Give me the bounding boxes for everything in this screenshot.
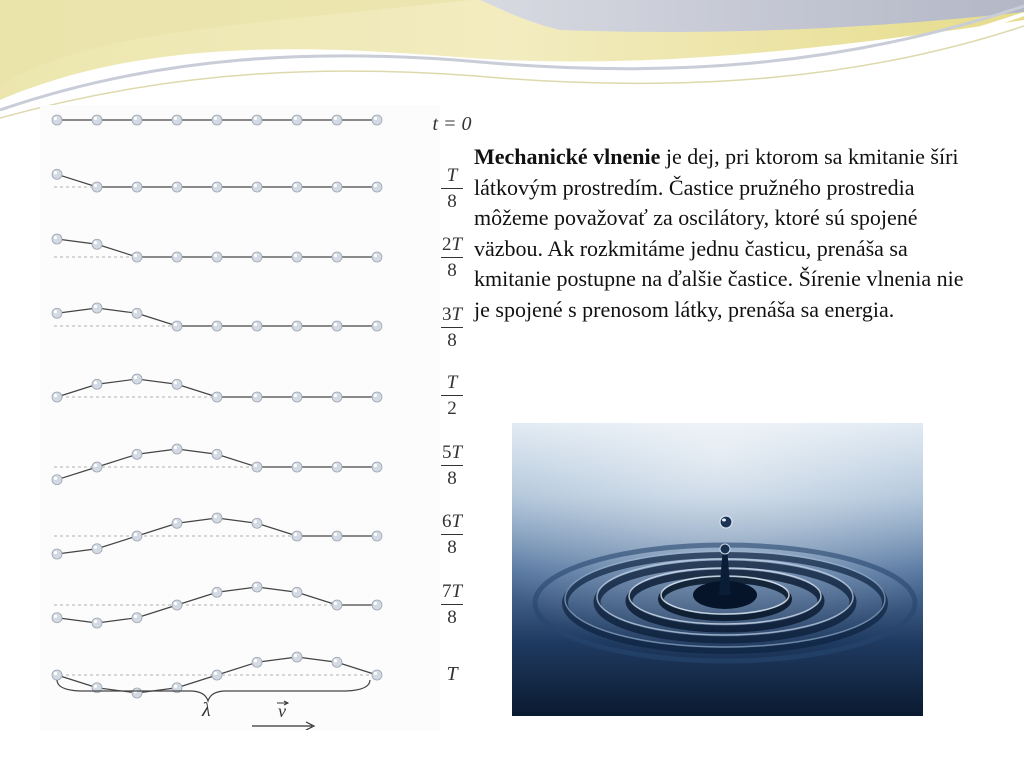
- particle: [372, 670, 382, 680]
- description-text: [474, 142, 964, 325]
- particle-highlight: [334, 533, 337, 536]
- particle: [52, 613, 62, 623]
- particle-highlight: [294, 184, 297, 187]
- particle-highlight: [94, 546, 97, 549]
- particle-highlight: [54, 171, 57, 174]
- particle-highlight: [254, 184, 257, 187]
- particle-highlight: [294, 589, 297, 592]
- particle: [132, 252, 142, 262]
- particle-highlight: [334, 394, 337, 397]
- particle: [212, 321, 222, 331]
- particle-highlight: [174, 381, 177, 384]
- particle-highlight: [134, 254, 137, 257]
- particle-highlight: [174, 685, 177, 688]
- particle: [132, 613, 142, 623]
- particle: [212, 115, 222, 125]
- particle: [212, 252, 222, 262]
- particle: [172, 379, 182, 389]
- particle-highlight: [334, 117, 337, 120]
- particle-highlight: [294, 464, 297, 467]
- particle-highlight: [134, 184, 137, 187]
- particle-highlight: [54, 615, 57, 618]
- particle-highlight: [94, 620, 97, 623]
- wave-frames-svg: [40, 105, 400, 730]
- particle: [132, 449, 142, 459]
- particle-highlight: [134, 310, 137, 313]
- particle: [92, 239, 102, 249]
- particle: [332, 462, 342, 472]
- particle: [172, 252, 182, 262]
- particle: [252, 252, 262, 262]
- particle-highlight: [134, 451, 137, 454]
- particle: [92, 544, 102, 554]
- particle: [132, 688, 142, 698]
- particle: [52, 169, 62, 179]
- particle: [332, 392, 342, 402]
- particle-highlight: [334, 659, 337, 662]
- particle: [92, 303, 102, 313]
- particle-highlight: [54, 117, 57, 120]
- wave-propagation-diagram: [40, 105, 472, 730]
- particle-highlight: [174, 602, 177, 605]
- particle-highlight: [334, 323, 337, 326]
- particle: [372, 462, 382, 472]
- particle: [292, 462, 302, 472]
- particle: [132, 182, 142, 192]
- particle-highlight: [134, 376, 137, 379]
- particle: [292, 392, 302, 402]
- particle-highlight: [374, 672, 377, 675]
- particle-highlight: [54, 394, 57, 397]
- particle-highlight: [294, 533, 297, 536]
- particle-highlight: [334, 254, 337, 257]
- particle-highlight: [54, 477, 57, 480]
- particle: [252, 462, 262, 472]
- particle: [292, 652, 302, 662]
- particle-highlight: [134, 117, 137, 120]
- particle: [132, 374, 142, 384]
- particle: [332, 182, 342, 192]
- particle: [372, 392, 382, 402]
- time-label-0: t = 0: [432, 113, 472, 135]
- particle-highlight: [214, 117, 217, 120]
- particle-highlight: [94, 685, 97, 688]
- particle: [132, 308, 142, 318]
- particle-highlight: [94, 241, 97, 244]
- particle-highlight: [94, 184, 97, 187]
- particle-highlight: [54, 672, 57, 675]
- particle-highlight: [374, 254, 377, 257]
- particle: [52, 308, 62, 318]
- particle: [52, 475, 62, 485]
- particle: [52, 549, 62, 559]
- particle-highlight: [214, 589, 217, 592]
- particle-highlight: [294, 394, 297, 397]
- time-label-6: 6T 8: [441, 511, 463, 558]
- particle-highlight: [94, 464, 97, 467]
- particle: [212, 392, 222, 402]
- particle: [332, 600, 342, 610]
- particle: [252, 392, 262, 402]
- particle-highlight: [254, 520, 257, 523]
- particle-highlight: [254, 659, 257, 662]
- particle-highlight: [254, 323, 257, 326]
- particle: [172, 115, 182, 125]
- particle: [372, 115, 382, 125]
- particle: [172, 182, 182, 192]
- particle-highlight: [374, 394, 377, 397]
- particle: [92, 379, 102, 389]
- particle-highlight: [374, 117, 377, 120]
- particle-highlight: [94, 117, 97, 120]
- particle-highlight: [334, 602, 337, 605]
- term-bold: Mechanické vlnenie: [474, 144, 661, 169]
- particle-highlight: [294, 323, 297, 326]
- particle: [292, 182, 302, 192]
- time-label-8: T: [446, 663, 458, 685]
- particle: [52, 392, 62, 402]
- time-label-2: 2T 8: [441, 234, 463, 281]
- particle: [292, 252, 302, 262]
- particle-highlight: [54, 310, 57, 313]
- particle: [372, 531, 382, 541]
- time-label-7: 7T 8: [441, 581, 463, 628]
- particle-highlight: [214, 515, 217, 518]
- particle-highlight: [214, 184, 217, 187]
- particle-highlight: [214, 451, 217, 454]
- particle: [372, 182, 382, 192]
- particle-highlight: [174, 117, 177, 120]
- particle: [372, 600, 382, 610]
- description-body: je dej, pri ktorom sa kmitanie šíri látkovým prostredím. Častice pružného prostredia môžeme považovať za oscilátory, ktoré sú spojené väzbou. Ak rozkmitáme jednu časticu, prenáša sa kmitanie postupne na ďalšie častice. Šírenie vlnenia nie je spojené s prenosom látky, prenáša sa energia.: [474, 144, 964, 322]
- particle-highlight: [214, 323, 217, 326]
- particle: [332, 531, 342, 541]
- particle-highlight: [374, 464, 377, 467]
- particle-highlight: [134, 533, 137, 536]
- particle-highlight: [294, 254, 297, 257]
- particle-highlight: [254, 117, 257, 120]
- particle-highlight: [254, 394, 257, 397]
- particle-highlight: [134, 615, 137, 618]
- particle: [252, 321, 262, 331]
- particle: [212, 182, 222, 192]
- particle-highlight: [174, 323, 177, 326]
- particle-highlight: [374, 184, 377, 187]
- particle-highlight: [174, 254, 177, 257]
- particle: [132, 531, 142, 541]
- time-label-5: 5T 8: [441, 442, 463, 489]
- wavelength-brace: [57, 680, 370, 701]
- particle: [292, 587, 302, 597]
- particle: [252, 582, 262, 592]
- particle: [252, 115, 262, 125]
- particle-highlight: [254, 254, 257, 257]
- particle: [172, 600, 182, 610]
- particle-highlight: [94, 305, 97, 308]
- particle-highlight: [214, 254, 217, 257]
- particle-highlight: [294, 654, 297, 657]
- particle: [332, 252, 342, 262]
- particle-highlight: [94, 381, 97, 384]
- particle-highlight: [174, 520, 177, 523]
- particle-highlight: [174, 446, 177, 449]
- particle-highlight: [334, 184, 337, 187]
- particle: [332, 321, 342, 331]
- particle: [92, 182, 102, 192]
- particle: [252, 518, 262, 528]
- particle: [52, 115, 62, 125]
- particle: [172, 444, 182, 454]
- particle: [132, 115, 142, 125]
- particle: [332, 115, 342, 125]
- particle: [92, 115, 102, 125]
- time-label-3: 3T 8: [441, 304, 463, 351]
- particle: [92, 462, 102, 472]
- lambda-label: λ: [202, 699, 211, 721]
- particle-highlight: [294, 117, 297, 120]
- particle: [212, 449, 222, 459]
- particle: [292, 531, 302, 541]
- particle: [172, 518, 182, 528]
- time-label-4: T 2: [432, 372, 472, 420]
- particle: [172, 321, 182, 331]
- particle-highlight: [334, 464, 337, 467]
- velocity-label: v: [278, 701, 286, 721]
- particle-highlight: [214, 394, 217, 397]
- particle-highlight: [54, 551, 57, 554]
- particle: [212, 670, 222, 680]
- particle: [332, 657, 342, 667]
- particle: [92, 618, 102, 628]
- header-wave-decoration: [0, 0, 1024, 120]
- particle-highlight: [214, 672, 217, 675]
- particle: [212, 587, 222, 597]
- particle-highlight: [374, 323, 377, 326]
- particle-highlight: [254, 464, 257, 467]
- particle: [52, 670, 62, 680]
- particle: [252, 657, 262, 667]
- particle-highlight: [54, 236, 57, 239]
- particle: [212, 513, 222, 523]
- particle-highlight: [374, 602, 377, 605]
- particle: [252, 182, 262, 192]
- time-label-1: T 8: [432, 165, 472, 213]
- particle: [372, 321, 382, 331]
- particle-highlight: [174, 184, 177, 187]
- particle-highlight: [374, 533, 377, 536]
- particle: [292, 321, 302, 331]
- particle: [372, 252, 382, 262]
- water-drop-photo: [512, 423, 923, 716]
- particle-highlight: [254, 584, 257, 587]
- particle: [52, 234, 62, 244]
- particle: [292, 115, 302, 125]
